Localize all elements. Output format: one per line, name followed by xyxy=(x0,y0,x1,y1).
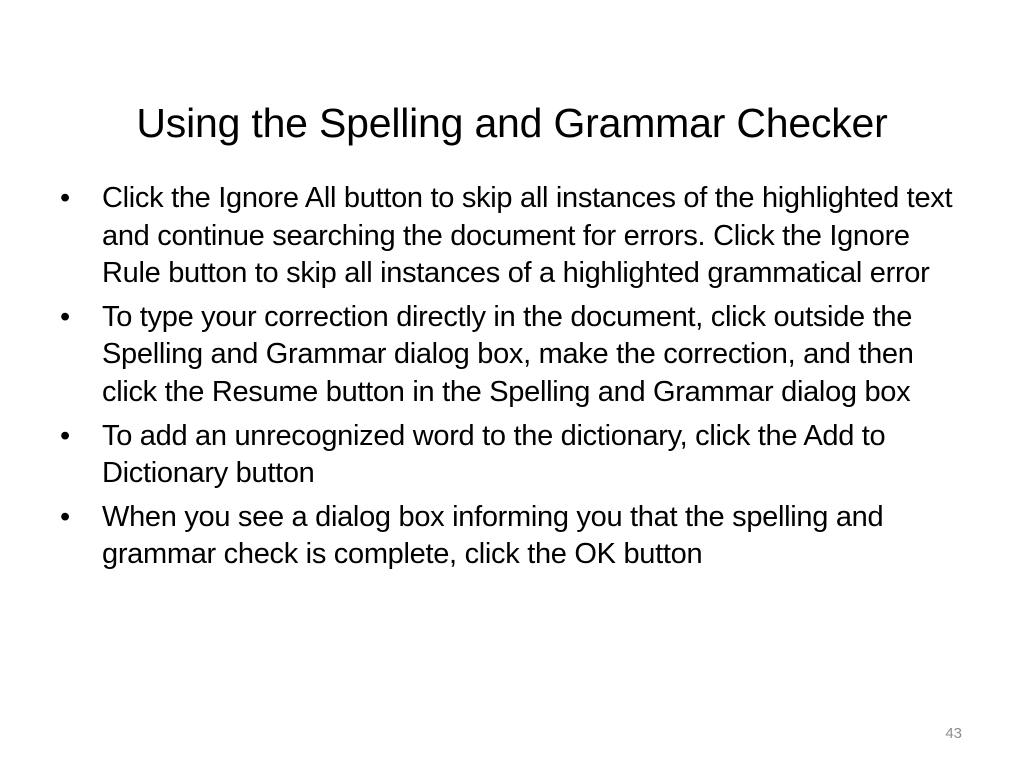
bullet-text: When you see a dialog box informing you that the spelling and grammar check is complete, click the OK button xyxy=(102,500,884,571)
bullet-point-icon: • xyxy=(60,182,70,214)
bullet-point-icon: • xyxy=(60,500,70,533)
bullet-item xyxy=(60,499,960,574)
bullet-item xyxy=(60,418,960,493)
bullet-item xyxy=(60,180,960,293)
slide-title: Using the Spelling and Grammar Checker xyxy=(136,100,888,147)
bullet-item xyxy=(60,299,960,412)
bullet-point-icon: • xyxy=(60,419,70,452)
bullet-text: Click the Ignore All button to skip all instances of the highlighted text and continue searching the document for errors. Click the Ignore Rule button to skip all instances of a highlighted grammatical error xyxy=(102,182,953,290)
bullet-point-icon: • xyxy=(60,300,70,333)
slide-number: 43 xyxy=(945,725,962,742)
bullet-list xyxy=(60,180,960,580)
bullet-text: To type your correction directly in the document, click outside the Spelling and Grammar dialog box, make the correction, and then click the Resume button in the Spelling and Grammar dialog box xyxy=(102,300,914,408)
bullet-text: To add an unrecognized word to the dictionary, click the Add to Dictionary button xyxy=(102,419,886,490)
